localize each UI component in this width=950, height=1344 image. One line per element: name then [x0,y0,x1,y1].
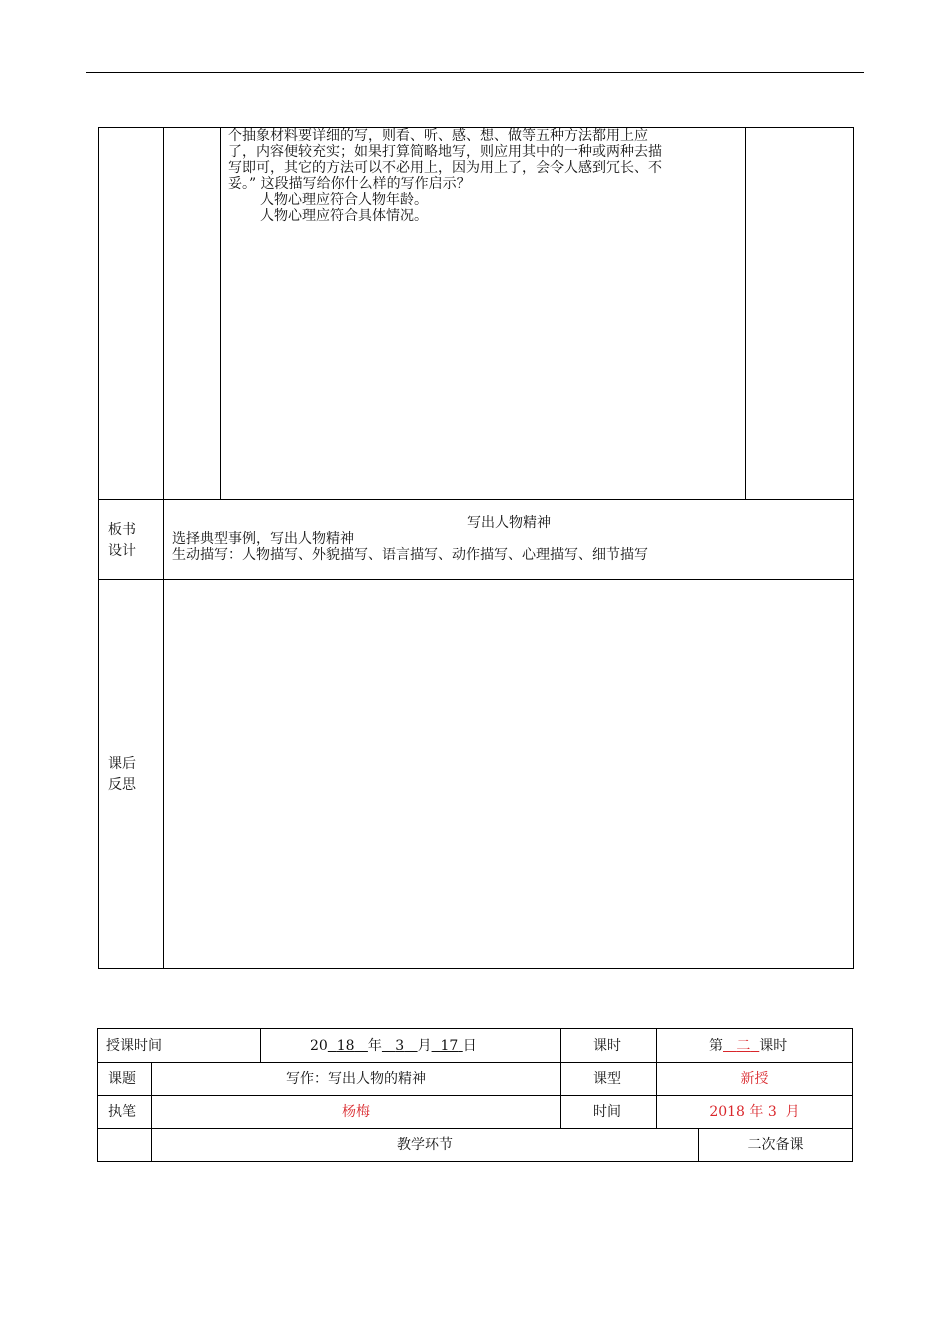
header-rule [86,72,864,73]
reflection-label-1: 课后 [108,756,136,772]
passage-text [228,128,738,224]
class-type-value: 新授 [740,1071,769,1087]
teaching-section-label: 教学环节 [397,1137,453,1153]
board-line-1: 选择典型事例，写出人物精神 [172,531,354,547]
second-prep-label: 二次备课 [747,1137,804,1153]
author-label: 执笔 [108,1104,136,1120]
lesson-time-label: 授课时间 [106,1038,162,1054]
answer-line: 人物心理应符合具体情况。 [260,208,428,224]
period-value: 第 二 课时 [709,1038,788,1054]
board-line-2: 生动描写：人物描写、外貌描写、语言描写、动作描写、心理描写、细节描写 [172,547,648,563]
author-value: 杨梅 [342,1104,370,1120]
passage-line: 写即可，其它的方法可以不必用上，因为用上了，会令人感到冗长、不 [228,160,662,176]
board-title: 写出人物精神 [467,515,551,531]
board-design-label-1: 板书 [108,522,136,538]
time-label: 时间 [593,1104,621,1120]
period-label: 课时 [593,1038,621,1054]
topic-value: 写作：写出人物的精神 [286,1071,426,1087]
time-value: 2018 年 3 月 [709,1104,800,1120]
class-type-label: 课型 [593,1071,621,1087]
topic-label: 课题 [108,1071,136,1087]
reflection-label-2: 反思 [108,777,136,793]
passage-line: 了，内容便较充实；如果打算简略地写，则应用其中的一种或两种去描 [228,144,662,160]
lesson-date: 20 18 年 3 月 17 日 [310,1038,477,1054]
board-design-label-2: 设计 [108,543,136,559]
answer-line: 人物心理应符合人物年龄。 [260,192,428,208]
passage-line: 个抽象材料要详细的写，则看、听、感、想、做等五种方法都用上应 [228,128,648,144]
passage-line: 妥。” 这段描写给你什么样的写作启示？ [228,176,471,192]
